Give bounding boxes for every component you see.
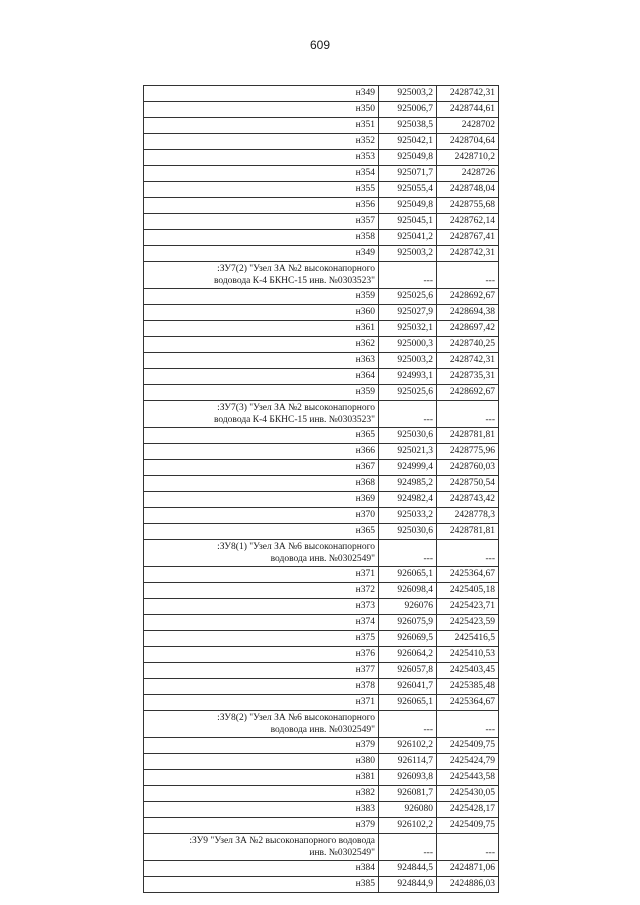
x-coordinate-cell: 926080	[379, 802, 437, 818]
point-id-cell: н371	[144, 695, 379, 711]
parcel-name-line: водовода инв. №0302549"	[270, 725, 375, 735]
coordinate-row	[144, 198, 499, 214]
point-id-cell: н379	[144, 818, 379, 834]
x-coordinate-cell: 925021,3	[379, 444, 437, 460]
coordinates-table	[143, 85, 499, 893]
point-id-cell: н384	[144, 861, 379, 877]
coordinate-row	[144, 877, 499, 893]
parcel-name-cell	[144, 262, 379, 289]
x-coordinate-cell: 926076	[379, 599, 437, 615]
point-id-cell: н353	[144, 150, 379, 166]
x-coordinate-cell: 926102,2	[379, 738, 437, 754]
x-coordinate-cell: 925049,8	[379, 198, 437, 214]
point-id-cell: н357	[144, 214, 379, 230]
coordinate-row	[144, 86, 499, 102]
x-coordinate-cell: 924993,1	[379, 369, 437, 385]
y-coordinate-cell: 2428694,38	[437, 305, 499, 321]
x-coordinate-cell: ---	[379, 262, 437, 289]
parcel-name-line: :ЗУ8(1) "Узел ЗА №6 высоконапорного	[217, 542, 375, 552]
point-id-cell: н369	[144, 492, 379, 508]
point-id-cell: н371	[144, 567, 379, 583]
parcel-name-cell	[144, 711, 379, 738]
y-coordinate-cell: 2428767,41	[437, 230, 499, 246]
coordinate-row	[144, 428, 499, 444]
page-number: 609	[309, 38, 331, 52]
y-coordinate-cell: 2425364,67	[437, 567, 499, 583]
y-coordinate-cell: 2424886,03	[437, 877, 499, 893]
coordinate-row	[144, 599, 499, 615]
y-coordinate-cell: ---	[437, 262, 499, 289]
parcel-header-row	[144, 401, 499, 428]
y-coordinate-cell: 2425416,5	[437, 631, 499, 647]
x-coordinate-cell: 924985,2	[379, 476, 437, 492]
point-id-cell: н385	[144, 877, 379, 893]
point-id-cell: н363	[144, 353, 379, 369]
y-coordinate-cell: 2428702	[437, 118, 499, 134]
y-coordinate-cell: 2425409,75	[437, 818, 499, 834]
parcel-name-cell	[144, 834, 379, 861]
coordinate-row	[144, 663, 499, 679]
point-id-cell: н366	[144, 444, 379, 460]
coordinate-row	[144, 150, 499, 166]
point-id-cell: н358	[144, 230, 379, 246]
parcel-header-row	[144, 711, 499, 738]
x-coordinate-cell: ---	[379, 711, 437, 738]
coordinate-row	[144, 305, 499, 321]
coordinate-row	[144, 230, 499, 246]
point-id-cell: н383	[144, 802, 379, 818]
y-coordinate-cell: 2425409,75	[437, 738, 499, 754]
point-id-cell: н377	[144, 663, 379, 679]
point-id-cell: н367	[144, 460, 379, 476]
x-coordinate-cell: 926098,4	[379, 583, 437, 599]
coordinate-row	[144, 337, 499, 353]
x-coordinate-cell: 926041,7	[379, 679, 437, 695]
point-id-cell: н360	[144, 305, 379, 321]
parcel-header-row	[144, 834, 499, 861]
coordinate-row	[144, 321, 499, 337]
coordinate-row	[144, 102, 499, 118]
x-coordinate-cell: 925038,5	[379, 118, 437, 134]
point-id-cell: н354	[144, 166, 379, 182]
x-coordinate-cell: 924982,4	[379, 492, 437, 508]
y-coordinate-cell: 2428692,67	[437, 385, 499, 401]
coordinate-row	[144, 567, 499, 583]
x-coordinate-cell: 926065,1	[379, 695, 437, 711]
point-id-cell: н375	[144, 631, 379, 647]
coordinate-row	[144, 118, 499, 134]
y-coordinate-cell: 2428726	[437, 166, 499, 182]
coordinate-row	[144, 615, 499, 631]
coordinate-row	[144, 631, 499, 647]
x-coordinate-cell: 925041,2	[379, 230, 437, 246]
x-coordinate-cell: 925033,2	[379, 508, 437, 524]
y-coordinate-cell: 2428697,42	[437, 321, 499, 337]
x-coordinate-cell: 926057,8	[379, 663, 437, 679]
y-coordinate-cell: 2428743,42	[437, 492, 499, 508]
y-coordinate-cell: ---	[437, 540, 499, 567]
y-coordinate-cell: 2428692,67	[437, 289, 499, 305]
coordinate-row	[144, 214, 499, 230]
coordinate-row	[144, 460, 499, 476]
x-coordinate-cell: 925027,9	[379, 305, 437, 321]
x-coordinate-cell: 925006,7	[379, 102, 437, 118]
x-coordinate-cell: 926065,1	[379, 567, 437, 583]
coordinate-row	[144, 476, 499, 492]
x-coordinate-cell: 925025,6	[379, 385, 437, 401]
y-coordinate-cell: 2428760,03	[437, 460, 499, 476]
parcel-header-row	[144, 540, 499, 567]
y-coordinate-cell: 2425405,18	[437, 583, 499, 599]
x-coordinate-cell: 926093,8	[379, 770, 437, 786]
y-coordinate-cell: 2428740,25	[437, 337, 499, 353]
parcel-name-line: :ЗУ9 "Узел ЗА №2 высоконапорного водовода	[189, 836, 375, 846]
coordinate-row	[144, 738, 499, 754]
x-coordinate-cell: 926075,9	[379, 615, 437, 631]
y-coordinate-cell: 2428742,31	[437, 353, 499, 369]
coordinate-row	[144, 246, 499, 262]
y-coordinate-cell: ---	[437, 711, 499, 738]
point-id-cell: н370	[144, 508, 379, 524]
point-id-cell: н355	[144, 182, 379, 198]
point-id-cell: н352	[144, 134, 379, 150]
y-coordinate-cell: 2425443,58	[437, 770, 499, 786]
x-coordinate-cell: ---	[379, 540, 437, 567]
x-coordinate-cell: ---	[379, 401, 437, 428]
x-coordinate-cell: 925003,2	[379, 353, 437, 369]
coordinate-row	[144, 508, 499, 524]
y-coordinate-cell: 2424871,06	[437, 861, 499, 877]
y-coordinate-cell: 2428710,2	[437, 150, 499, 166]
point-id-cell: н349	[144, 246, 379, 262]
y-coordinate-cell: 2428781,81	[437, 428, 499, 444]
coordinate-row	[144, 770, 499, 786]
y-coordinate-cell: 2428755,68	[437, 198, 499, 214]
x-coordinate-cell: ---	[379, 834, 437, 861]
coordinate-row	[144, 524, 499, 540]
y-coordinate-cell: 2425410,53	[437, 647, 499, 663]
point-id-cell: н379	[144, 738, 379, 754]
coordinate-row	[144, 695, 499, 711]
y-coordinate-cell: 2425430,05	[437, 786, 499, 802]
y-coordinate-cell: 2428742,31	[437, 86, 499, 102]
parcel-name-cell	[144, 401, 379, 428]
y-coordinate-cell: 2428735,31	[437, 369, 499, 385]
parcel-name-line: водовода К-4 БКНС-15 инв. №0303523"	[213, 415, 375, 425]
y-coordinate-cell: 2428750,54	[437, 476, 499, 492]
coordinate-row	[144, 353, 499, 369]
coordinate-row	[144, 647, 499, 663]
point-id-cell: н380	[144, 754, 379, 770]
coordinate-row	[144, 166, 499, 182]
coordinate-row	[144, 182, 499, 198]
y-coordinate-cell: 2425428,17	[437, 802, 499, 818]
point-id-cell: н373	[144, 599, 379, 615]
y-coordinate-cell: 2428781,81	[437, 524, 499, 540]
parcel-header-row	[144, 262, 499, 289]
y-coordinate-cell: 2425424,79	[437, 754, 499, 770]
x-coordinate-cell: 926081,7	[379, 786, 437, 802]
x-coordinate-cell: 924999,4	[379, 460, 437, 476]
y-coordinate-cell: 2428742,31	[437, 246, 499, 262]
point-id-cell: н359	[144, 385, 379, 401]
x-coordinate-cell: 925045,1	[379, 214, 437, 230]
parcel-name-line: :ЗУ8(2) "Узел ЗА №6 высоконапорного	[217, 713, 375, 723]
point-id-cell: н365	[144, 428, 379, 444]
point-id-cell: н372	[144, 583, 379, 599]
point-id-cell: н376	[144, 647, 379, 663]
x-coordinate-cell: 925071,7	[379, 166, 437, 182]
x-coordinate-cell: 924844,9	[379, 877, 437, 893]
point-id-cell: н364	[144, 369, 379, 385]
point-id-cell: н350	[144, 102, 379, 118]
y-coordinate-cell: ---	[437, 401, 499, 428]
point-id-cell: н374	[144, 615, 379, 631]
x-coordinate-cell: 925000,3	[379, 337, 437, 353]
point-id-cell: н361	[144, 321, 379, 337]
coordinate-row	[144, 289, 499, 305]
coordinate-row	[144, 369, 499, 385]
parcel-name-line: водовода К-4 БКНС-15 инв. №0303523"	[213, 276, 375, 286]
x-coordinate-cell: 926069,5	[379, 631, 437, 647]
y-coordinate-cell: 2425403,45	[437, 663, 499, 679]
y-coordinate-cell: ---	[437, 834, 499, 861]
x-coordinate-cell: 925003,2	[379, 246, 437, 262]
x-coordinate-cell: 925003,2	[379, 86, 437, 102]
coordinate-row	[144, 385, 499, 401]
parcel-name-line: :ЗУ7(3) "Узел ЗА №2 высоконапорного	[217, 403, 375, 413]
y-coordinate-cell: 2425364,67	[437, 695, 499, 711]
x-coordinate-cell: 926114,7	[379, 754, 437, 770]
coordinate-row	[144, 492, 499, 508]
point-id-cell: н351	[144, 118, 379, 134]
x-coordinate-cell: 925030,6	[379, 524, 437, 540]
coordinate-row	[144, 786, 499, 802]
y-coordinate-cell: 2428778,3	[437, 508, 499, 524]
point-id-cell: н359	[144, 289, 379, 305]
coordinate-row	[144, 818, 499, 834]
point-id-cell: н368	[144, 476, 379, 492]
x-coordinate-cell: 926102,2	[379, 818, 437, 834]
coordinate-row	[144, 583, 499, 599]
coordinate-row	[144, 754, 499, 770]
coordinate-row	[144, 679, 499, 695]
x-coordinate-cell: 925030,6	[379, 428, 437, 444]
parcel-name-line: инв. №0302549"	[309, 848, 375, 858]
y-coordinate-cell: 2425423,59	[437, 615, 499, 631]
x-coordinate-cell: 925025,6	[379, 289, 437, 305]
point-id-cell: н378	[144, 679, 379, 695]
coordinate-row	[144, 861, 499, 877]
point-id-cell: н382	[144, 786, 379, 802]
y-coordinate-cell: 2425385,48	[437, 679, 499, 695]
y-coordinate-cell: 2428748,04	[437, 182, 499, 198]
x-coordinate-cell: 925049,8	[379, 150, 437, 166]
x-coordinate-cell: 926064,2	[379, 647, 437, 663]
coordinate-row	[144, 134, 499, 150]
y-coordinate-cell: 2428762,14	[437, 214, 499, 230]
point-id-cell: н365	[144, 524, 379, 540]
parcel-name-line: :ЗУ7(2) "Узел ЗА №2 высоконапорного	[217, 264, 375, 274]
x-coordinate-cell: 925055,4	[379, 182, 437, 198]
x-coordinate-cell: 925042,1	[379, 134, 437, 150]
point-id-cell: н381	[144, 770, 379, 786]
point-id-cell: н349	[144, 86, 379, 102]
y-coordinate-cell: 2428704,64	[437, 134, 499, 150]
parcel-name-cell	[144, 540, 379, 567]
point-id-cell: н362	[144, 337, 379, 353]
x-coordinate-cell: 924844,5	[379, 861, 437, 877]
parcel-name-line: водовода инв. №0302549"	[270, 554, 375, 564]
point-id-cell: н356	[144, 198, 379, 214]
y-coordinate-cell: 2428744,61	[437, 102, 499, 118]
coordinate-row	[144, 444, 499, 460]
x-coordinate-cell: 925032,1	[379, 321, 437, 337]
coordinates-table-body	[144, 86, 499, 893]
y-coordinate-cell: 2428775,96	[437, 444, 499, 460]
y-coordinate-cell: 2425423,71	[437, 599, 499, 615]
coordinate-row	[144, 802, 499, 818]
